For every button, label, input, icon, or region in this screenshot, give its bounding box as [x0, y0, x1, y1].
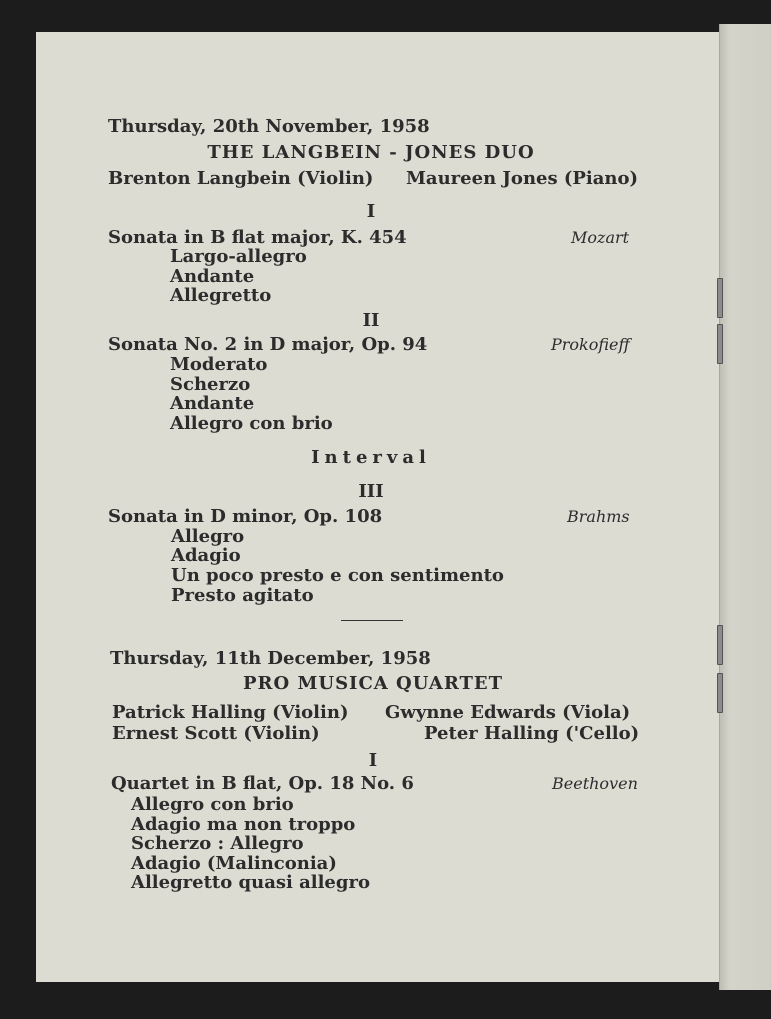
- section-divider: [341, 620, 403, 621]
- movement: Allegretto quasi allegro: [131, 872, 370, 893]
- movement: Allegro con brio: [170, 413, 333, 434]
- movement: Adagio: [171, 545, 241, 566]
- movement: Allegretto: [170, 285, 272, 306]
- work-title: Sonata in B flat major, K. 454: [108, 227, 407, 248]
- staple: [717, 625, 723, 665]
- performer: Peter Halling ('Cello): [424, 723, 640, 744]
- movement: Adagio ma non troppo: [131, 814, 356, 835]
- movement: Allegro con brio: [131, 794, 294, 815]
- part-numeral: II: [362, 310, 380, 331]
- staple: [717, 673, 723, 713]
- ensemble-name: THE LANGBEIN - JONES DUO: [207, 142, 535, 163]
- work-title: Sonata No. 2 in D major, Op. 94: [108, 334, 428, 355]
- part-numeral: III: [358, 481, 384, 502]
- ensemble-name: PRO MUSICA QUARTET: [243, 673, 503, 694]
- performer: Brenton Langbein (Violin): [108, 168, 374, 189]
- movement: Adagio (Malinconia): [131, 853, 337, 874]
- composer: Mozart: [571, 228, 630, 247]
- concert-date: Thursday, 11th December, 1958: [110, 648, 431, 669]
- composer: Prokofieff: [551, 335, 630, 354]
- composer: Brahms: [567, 507, 630, 526]
- composer: Beethoven: [552, 774, 638, 793]
- movement: Scherzo: [170, 374, 251, 395]
- movement: Scherzo : Allegro: [131, 833, 304, 854]
- movement: Allegro: [171, 526, 245, 547]
- next-page-edge: [719, 24, 771, 990]
- interval-label: Interval: [311, 447, 431, 468]
- performer: Ernest Scott (Violin): [112, 723, 320, 744]
- performer: Gwynne Edwards (Viola): [385, 702, 631, 723]
- movement: Andante: [170, 393, 255, 414]
- work-title: Quartet in B flat, Op. 18 No. 6: [111, 773, 414, 794]
- movement: Presto agitato: [171, 585, 314, 606]
- movement: Un poco presto e con sentimento: [171, 565, 504, 586]
- movement: Moderato: [170, 354, 268, 375]
- movement: Andante: [170, 266, 255, 287]
- part-numeral: I: [366, 201, 376, 222]
- staple: [717, 324, 723, 364]
- movement: Largo-allegro: [170, 246, 307, 267]
- staple: [717, 278, 723, 318]
- performer: Patrick Halling (Violin): [112, 702, 349, 723]
- performer: Maureen Jones (Piano): [406, 168, 639, 189]
- part-numeral: I: [368, 750, 378, 771]
- work-title: Sonata in D minor, Op. 108: [108, 506, 383, 527]
- concert-date: Thursday, 20th November, 1958: [108, 116, 430, 137]
